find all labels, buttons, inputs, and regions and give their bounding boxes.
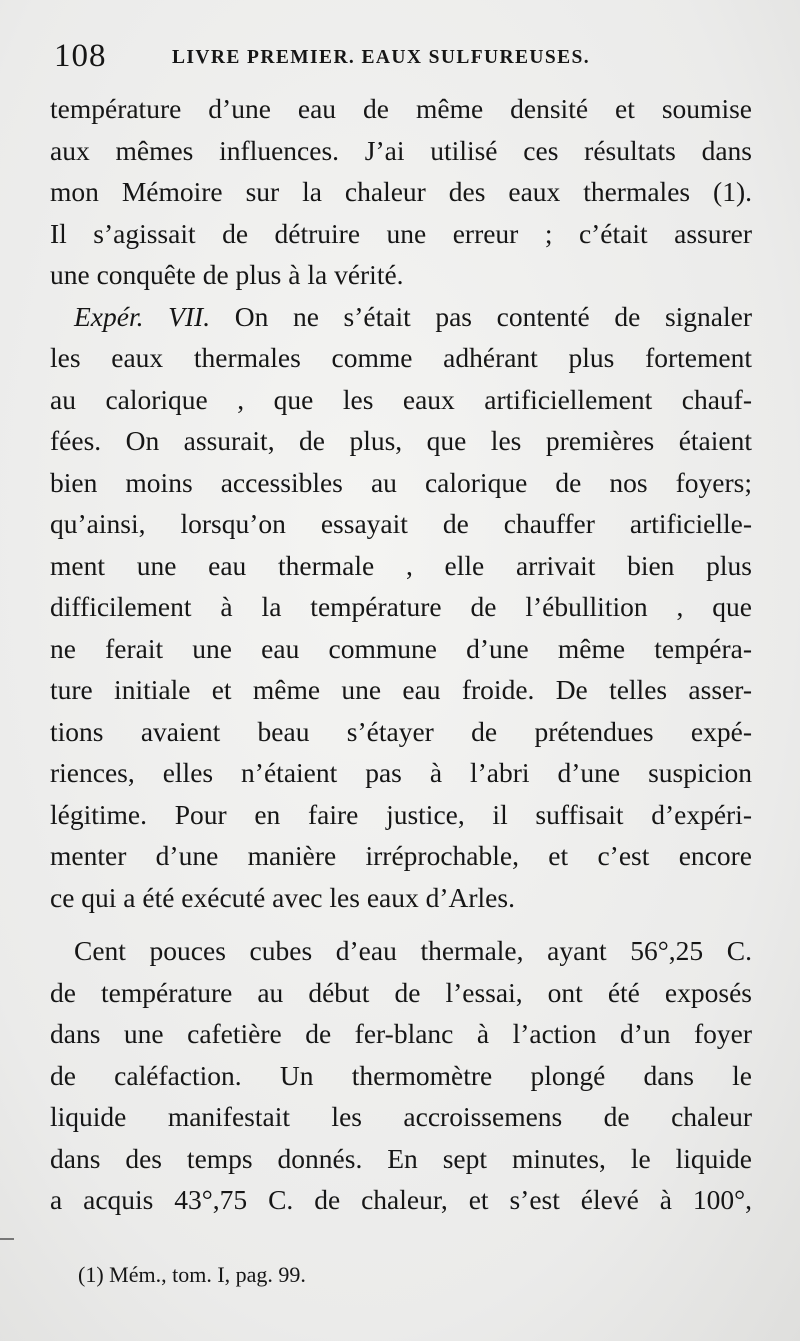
text-line: fées. On assurait, de plus, que les premières étaient [50,425,752,456]
text-line: dans une cafetière de fer-blanc à l’action d’un foyer [50,1018,752,1049]
page-header [54,38,754,78]
text-line: bien moins accessibles au calorique de nos foyers; [50,466,752,498]
running-head: LIVRE PREMIER. EAUX SULFUREUSES. [172,47,591,68]
text-line: ment une eau thermale , elle arrivait bien plus [50,549,752,581]
experiment-label: Expér. VII. [74,300,211,332]
margin-mark [0,1238,14,1240]
text-line: dans des temps donnés. En sept minutes, le liquide [50,1142,752,1174]
text-line-rest: On ne s’était pas contenté de signaler [234,300,752,332]
text-line: les eaux thermales comme adhérant plus fortement [50,342,752,373]
page-number: 108 [54,38,107,74]
text-line: ne ferait une eau commune d’une même tempéra- [50,632,752,664]
text-line [50,296,752,338]
text-line: aux mêmes influences. J’ai utilisé ces résultats dans [50,134,752,166]
text-line: légitime. Pour en faire justice, il suffisait d’expéri- [50,798,752,830]
text-line: riences, elles n’étaient pas à l’abri d’une suspicion [50,757,752,788]
text-line: a acquis 43°,75 C. de chaleur, et s’est élevé à 100°, [50,1184,752,1215]
text-line: au calorique , que les eaux artificiellement chauf- [50,383,752,415]
paragraph-gap [50,918,752,930]
text-line: tions avaient beau s’étayer de prétendues expé- [50,715,752,747]
text-line: menter d’une manière irréprochable, et c’est encore [50,840,752,871]
text-line: une conquête de plus à la vérité. [50,259,404,290]
text-line: mon Mémoire sur la chaleur des eaux thermales (1). [50,176,752,207]
text-line: liquide manifestait les accroissemens de chaleur [50,1101,752,1132]
text-line: difficilement à la température de l’ébullition , que [50,591,752,622]
text-line: Il s’agissait de détruire une erreur ; c’était assurer [50,217,752,249]
text-line: de température au début de l’essai, ont été exposés [50,976,752,1008]
text-line: température d’une eau de même densité et soumise [50,93,752,124]
text-line: de caléfaction. Un thermomètre plongé dans le [50,1059,752,1091]
body-text [50,88,752,1221]
text-line: qu’ainsi, lorsqu’on essayait de chauffer artificielle- [50,508,752,539]
text-line: ce qui a été exécuté avec les eaux d’Arles. [50,881,515,913]
footnote: (1) Mém., tom. I, pag. 99. [78,1262,306,1287]
text-line: Cent pouces cubes d’eau thermale, ayant 56°,25 C. [74,935,752,966]
text-line: ture initiale et même une eau froide. De telles asser- [50,674,752,705]
